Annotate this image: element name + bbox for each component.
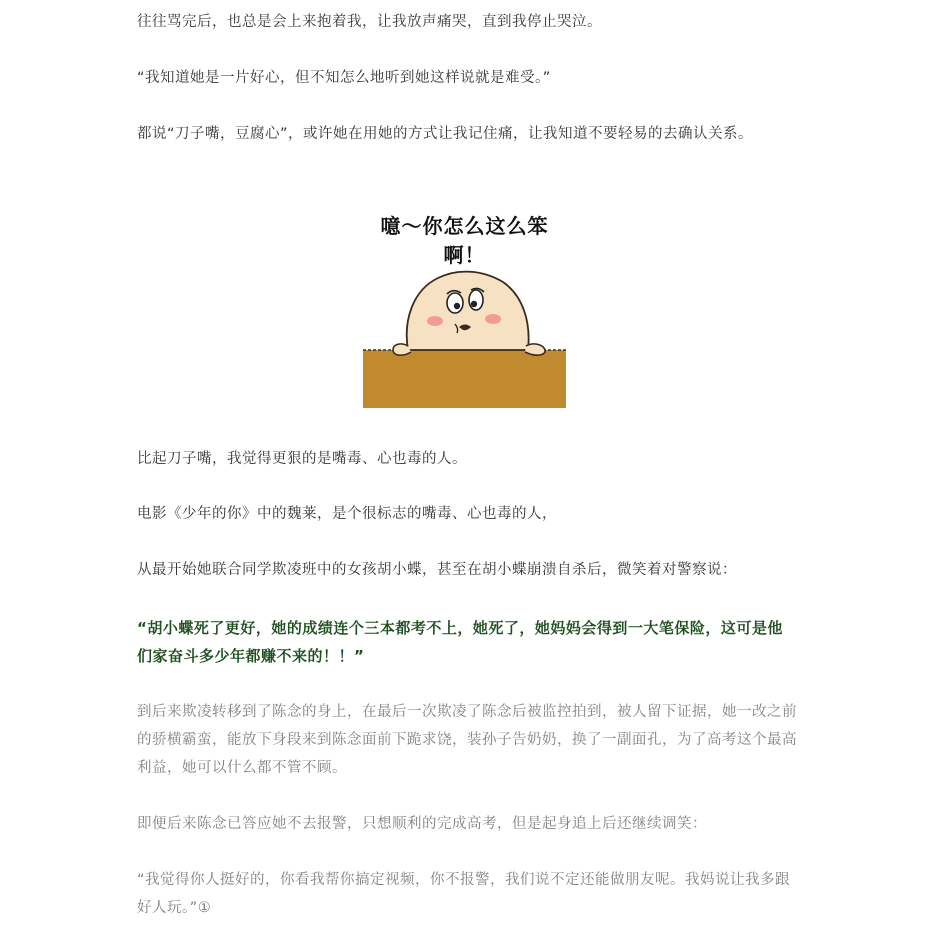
paragraph-5: 电影《少年的你》中的魏莱，是个很标志的嘴毒、心也毒的人，: [137, 506, 557, 522]
paragraph-3: 都说“刀子嘴，豆腐心”，或许她在用她的方式让我记住痛，让我知道不要轻易的去确认关系。: [137, 126, 754, 142]
meme-caption: [363, 212, 566, 270]
paragraph-6: 从最开始她联合同学欺凌班中的女孩胡小蝶，甚至在胡小蝶崩溃自杀后，微笑着对警察说：: [137, 562, 737, 578]
paragraph-4: 比起刀子嘴，我觉得更狠的是嘴毒、心也毒的人。: [137, 451, 467, 467]
meme-head: [407, 272, 529, 350]
meme-right-eye: [469, 290, 483, 310]
quote-highlight: “胡小蝶死了更好，她的成绩连个三本都考不上，她死了，她妈妈会得到一大笔保险，这可是他们家奋斗多少年都赚不来的！！”: [137, 619, 783, 665]
paragraph-1: 往往骂完后，也总是会上来抱着我，让我放声痛哭，直到我停止哭泣。: [137, 14, 602, 30]
meme-table: [363, 350, 566, 408]
meme-caption-line1: 噫～你怎么这么笨: [380, 214, 549, 238]
meme-image: [363, 210, 566, 408]
paragraph-9: 即便后来陈念已答应她不去报警，只想顺利的完成高考，但是起身追上后还继续调笑：: [137, 816, 707, 832]
meme-left-eye: [447, 293, 463, 313]
meme-caption-line2: 啊！: [443, 243, 486, 267]
paragraph-2: “我知道她是一片好心，但不知怎么地听到她这样说就是难受。”: [137, 70, 551, 86]
paragraph-8: 到后来欺凌转移到了陈念的身上，在最后一次欺凌了陈念后被监控拍到，被人留下证据，她一改之前的骄横霸蛮，能放下身段来到陈念面前下跪求饶，装孙子告奶奶，换了一副面孔，为了高考这个最高利益，她可以什么都不管不顾。: [137, 704, 797, 776]
paragraph-10: “我觉得你人挺好的，你看我帮你搞定视频，你不报警，我们说不定还能做朋友呢。我妈说让我多跟好人玩。”①: [137, 872, 791, 916]
